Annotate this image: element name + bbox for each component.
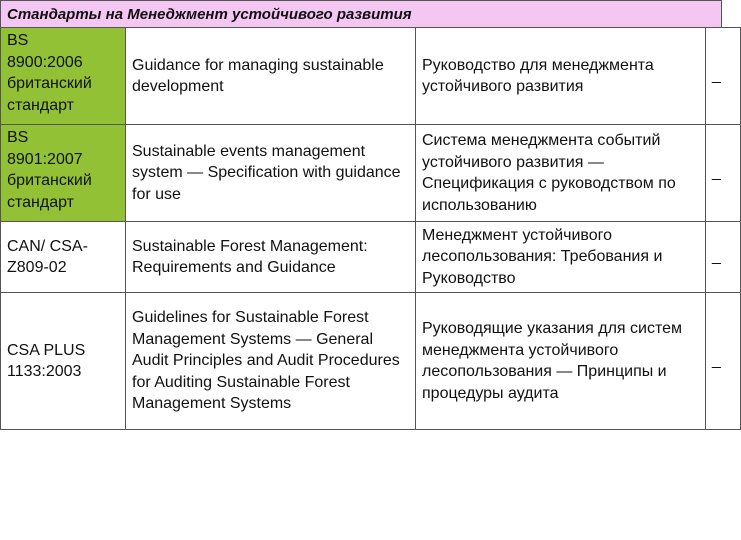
standard-code-cell xyxy=(1,293,126,430)
extra-cell: _ xyxy=(706,293,741,430)
standard-code-cell xyxy=(1,125,126,222)
table-title: Стандарты на Менеджмент устойчивого развития xyxy=(0,0,722,28)
table-row xyxy=(1,125,741,222)
standard-code-line: CAN/ CSA- xyxy=(7,237,88,255)
english-title-cell: Sustainable Forest Management: Requirements and Guidance xyxy=(126,222,416,293)
standard-code-cell xyxy=(1,28,126,125)
standard-code-line: BS xyxy=(7,129,29,146)
standard-code-cell xyxy=(1,222,126,293)
extra-cell: _ xyxy=(706,222,741,293)
standard-code-line: 8901:2007 xyxy=(7,150,83,168)
extra-cell: _ xyxy=(706,125,741,222)
standard-code-line: стандарт xyxy=(7,96,74,114)
russian-title-cell: Руководство для менеджмента устойчивого развития xyxy=(416,28,706,125)
extra-cell: _ xyxy=(706,28,741,125)
standard-code-line: стандарт xyxy=(7,193,74,211)
standard-code-line: CSA PLUS xyxy=(7,341,86,359)
standard-code-line: 1133:2003 xyxy=(7,363,82,380)
table-row xyxy=(1,293,741,430)
russian-title-cell: Система менеджмента событий устойчивого развития — Спецификация с руководством по использованию xyxy=(416,125,706,222)
standard-code-line: британский xyxy=(7,172,92,189)
standard-code-line: 8900:2006 xyxy=(7,53,83,71)
english-title-cell: Sustainable events management system — Specification with guidance for use xyxy=(126,125,416,222)
russian-title-cell: Руководящие указания для систем менеджмента устойчивого лесопользования — Принципы и процедуры аудита xyxy=(416,293,706,430)
standard-code-line: BS xyxy=(7,32,29,49)
table-row xyxy=(1,28,741,125)
standards-table xyxy=(0,27,741,430)
english-title-cell: Guidelines for Sustainable Forest Management Systems — General Audit Principles and Audit Procedures for Auditing Sustainable Forest Management Systems xyxy=(126,293,416,430)
standard-code-line: Z809-02 xyxy=(7,259,67,276)
english-title-cell: Guidance for managing sustainable development xyxy=(126,28,416,125)
standard-code-line: британский xyxy=(7,75,92,92)
table-row xyxy=(1,222,741,293)
russian-title-cell: Менеджмент устойчивого лесопользования: Требования и Руководство xyxy=(416,222,706,293)
